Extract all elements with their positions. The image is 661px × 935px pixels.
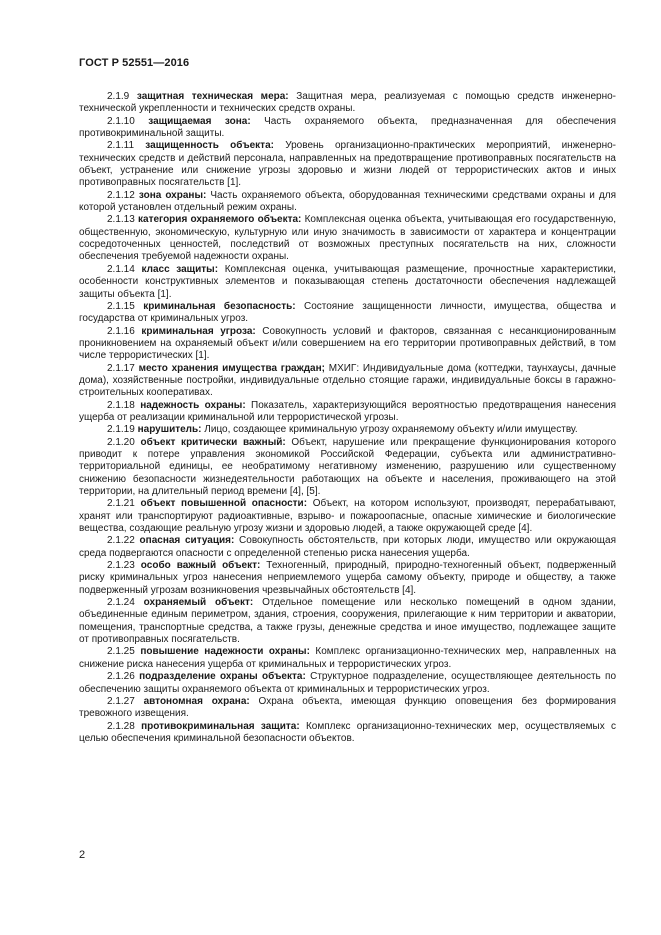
entry-definition: Защитная мера, реализуемая с помощью средств инженерно-технической укрепленности и технических средств охраны. bbox=[79, 91, 617, 115]
entry-definition: Техногенный, природный, природно-техногенный объект, подверженный риску криминальных угроз нанесения неприемлемого ущерба самому объекту, природе и обществу, а также подверженный угрозам возникновения чрезвычайных обстоятельств [4]. bbox=[79, 560, 617, 596]
entry-definition: Совокупность условий и факторов, связанная с несанкционированным проникновением на охраняемый объект и/или совершением на его территории противоправных действий, в том числе террористических [1]. bbox=[79, 325, 617, 362]
entry-term: надежность охраны: bbox=[140, 399, 246, 411]
entry-term: зона охраны: bbox=[138, 189, 207, 201]
entry-number: 2.1.15 bbox=[107, 300, 135, 312]
page-number: 2 bbox=[79, 849, 86, 861]
definition-entry bbox=[79, 301, 616, 326]
entry-term: класс защиты: bbox=[141, 263, 219, 275]
definition-entry bbox=[79, 326, 616, 363]
entry-term: противокриминальная защита: bbox=[141, 720, 300, 732]
entry-definition: Лицо, создающее криминальную угрозу охраняемому объекту и/или имуществу. bbox=[204, 424, 578, 436]
definition-entry bbox=[79, 671, 616, 696]
entry-term: повышение надежности охраны: bbox=[140, 646, 310, 658]
entry-term: особо важный объект: bbox=[140, 560, 261, 572]
entry-number: 2.1.21 bbox=[107, 498, 135, 510]
entry-number: 2.1.26 bbox=[107, 671, 135, 683]
definition-entry bbox=[79, 696, 616, 721]
entry-definition: Уровень организационно-практических мероприятий, инженерно-технических средств и действий персонала, направленных на предотвращение противоправных посягательств на объект, устранение или снижение угрозы здоровью и жизни людей от террористических актов и иных противоправных посягательств [1]. bbox=[79, 140, 617, 189]
entry-term: защищенность объекта: bbox=[145, 140, 274, 152]
definition-entry bbox=[79, 597, 616, 646]
entry-definition: Состояние защищенности личности, имущества, общества и государства от криминальных угроз. bbox=[79, 300, 617, 325]
entry-number: 2.1.28 bbox=[107, 720, 135, 732]
definition-entry bbox=[79, 721, 616, 746]
entry-number: 2.1.12 bbox=[107, 189, 135, 201]
entry-number: 2.1.16 bbox=[107, 325, 135, 337]
entry-definition: Комплексная оценка, учитывающая размещение, прочностные характеристики, особенности конструктивных элементов и показывающая степень достаточности обеспечения надлежащей защиты объекта [1]. bbox=[79, 263, 616, 300]
definition-entry bbox=[79, 116, 616, 141]
entry-number: 2.1.14 bbox=[107, 263, 135, 275]
definition-entry bbox=[79, 535, 616, 560]
entry-definition: Комплексная оценка объекта, учитывающая его государственную, общественную, экономическую, культурную или иную значимость в зависимости от характера и концентрации сосредоточенных ценностей, последствий от возможных преступных посягательств на них, сложности обеспечения требуемой надежности охраны. bbox=[79, 214, 616, 263]
definition-entry bbox=[79, 140, 616, 189]
entry-definition: Совокупность обстоятельств, при которых люди, имущество или окружающая среда подвергаются опасности с определенной степенью риска нанесения ущерба. bbox=[79, 535, 617, 559]
definition-entry bbox=[79, 646, 616, 671]
definition-entry bbox=[79, 560, 616, 597]
definitions-list bbox=[79, 91, 616, 745]
entry-number: 2.1.23 bbox=[107, 560, 135, 572]
entry-definition: Комплекс организационно-технических мер, направленных на снижение риска нанесения ущерба от криминальных и террористических угроз. bbox=[79, 646, 617, 670]
entry-definition: Охрана объекта, имеющая функцию оповещения без формирования тревожного извещения. bbox=[79, 695, 617, 720]
entry-definition: Часть охраняемого объекта, предназначенная для обеспечения противокриминальной защиты. bbox=[79, 115, 616, 140]
entry-number: 2.1.27 bbox=[107, 695, 135, 707]
definition-entry bbox=[79, 363, 616, 400]
entry-number: 2.1.9 bbox=[107, 91, 130, 102]
entry-number: 2.1.24 bbox=[107, 597, 135, 609]
entry-term: категория охраняемого объекта: bbox=[138, 214, 302, 226]
definition-entry bbox=[79, 91, 616, 116]
entry-term: объект повышенной опасности: bbox=[140, 498, 308, 510]
definition-entry bbox=[79, 190, 616, 215]
entry-term: охраняемый объект: bbox=[143, 597, 254, 609]
entry-number: 2.1.25 bbox=[107, 646, 135, 658]
entry-definition: Показатель, характеризующийся вероятностью предотвращения нанесения ущерба от реализации криминальной или террористической угрозы. bbox=[79, 399, 616, 423]
entry-term: криминальная безопасность: bbox=[143, 300, 296, 312]
entry-definition: Объект, нарушение или прекращение функционирования которого приводит к потере управления экономикой Российской Федерации, субъекта или административно-территориальной единицы, ее необратимому негативному изменению, разрушению или существенному снижению безопасности жизнедеятельности работающих на объекте и населения, проживающего на этой территории, на длительный период времени [4], [5]. bbox=[79, 436, 617, 497]
entry-number: 2.1.18 bbox=[107, 399, 135, 411]
entry-number: 2.1.22 bbox=[107, 535, 135, 547]
entry-definition: Структурное подразделение, осуществляющее деятельность по обеспечению защиты охраняемого объекта от криминальных и террористических угроз. bbox=[79, 671, 617, 695]
entry-term: объект критически важный: bbox=[140, 436, 286, 448]
definition-entry bbox=[79, 424, 616, 436]
definition-entry bbox=[79, 264, 616, 301]
entry-term: криминальная угроза: bbox=[141, 325, 256, 337]
entry-number: 2.1.11 bbox=[107, 140, 135, 152]
entry-definition: МХИГ: Индивидуальные дома (коттеджи, таунхаусы, дачные дома), хозяйственные постройки, индивидуальные отдельно стоящие гаражи, индивидуальные боксы в гаражно-строительных кооперативах. bbox=[79, 362, 616, 399]
entry-number: 2.1.17 bbox=[107, 362, 135, 374]
entry-term: подразделение охраны объекта: bbox=[139, 671, 306, 683]
entry-term: нарушитель: bbox=[137, 424, 202, 436]
definition-entry bbox=[79, 498, 616, 535]
entry-term: опасная ситуация: bbox=[139, 535, 235, 547]
document-header: ГОСТ Р 52551—2016 bbox=[79, 57, 190, 69]
entry-number: 2.1.13 bbox=[107, 214, 135, 226]
entry-definition: Объект, на котором используют, производят, перерабатывают, хранят или транспортируют радиоактивные, взрыво- и пожароопасные, опасные химические и биологические вещества, создающие реальную угрозу жизни и здоровью людей, а также окружающей среде [4]. bbox=[79, 498, 616, 535]
definition-entry bbox=[79, 214, 616, 263]
entry-number: 2.1.19 bbox=[107, 424, 135, 436]
entry-term: автономная охрана: bbox=[143, 695, 250, 707]
entry-term: защитная техническая мера: bbox=[136, 91, 289, 102]
entry-number: 2.1.10 bbox=[107, 115, 135, 127]
definition-entry bbox=[79, 437, 616, 499]
entry-definition: Отдельное помещение или несколько помещений в одном здании, объединенные единым периметром, здания, строения, сооружения, прилегающие к ним территории и акватории, помещения, транспортные средства, а также грузы, денежные средства и иное имущество, подлежащее защите от противоправных посягательств. bbox=[79, 597, 616, 646]
entry-number: 2.1.20 bbox=[107, 436, 135, 448]
entry-definition: Часть охраняемого объекта, оборудованная техническими средствами охраны и для которой установлен отдельный режим охраны. bbox=[79, 189, 617, 214]
entry-definition: Комплекс организационно-технических мер, осуществляемых с целью обеспечения криминальной безопасности объектов. bbox=[79, 720, 616, 744]
definition-entry bbox=[79, 400, 616, 425]
entry-term: место хранения имущества граждан; bbox=[138, 362, 325, 374]
entry-term: защищаемая зона: bbox=[148, 115, 251, 127]
